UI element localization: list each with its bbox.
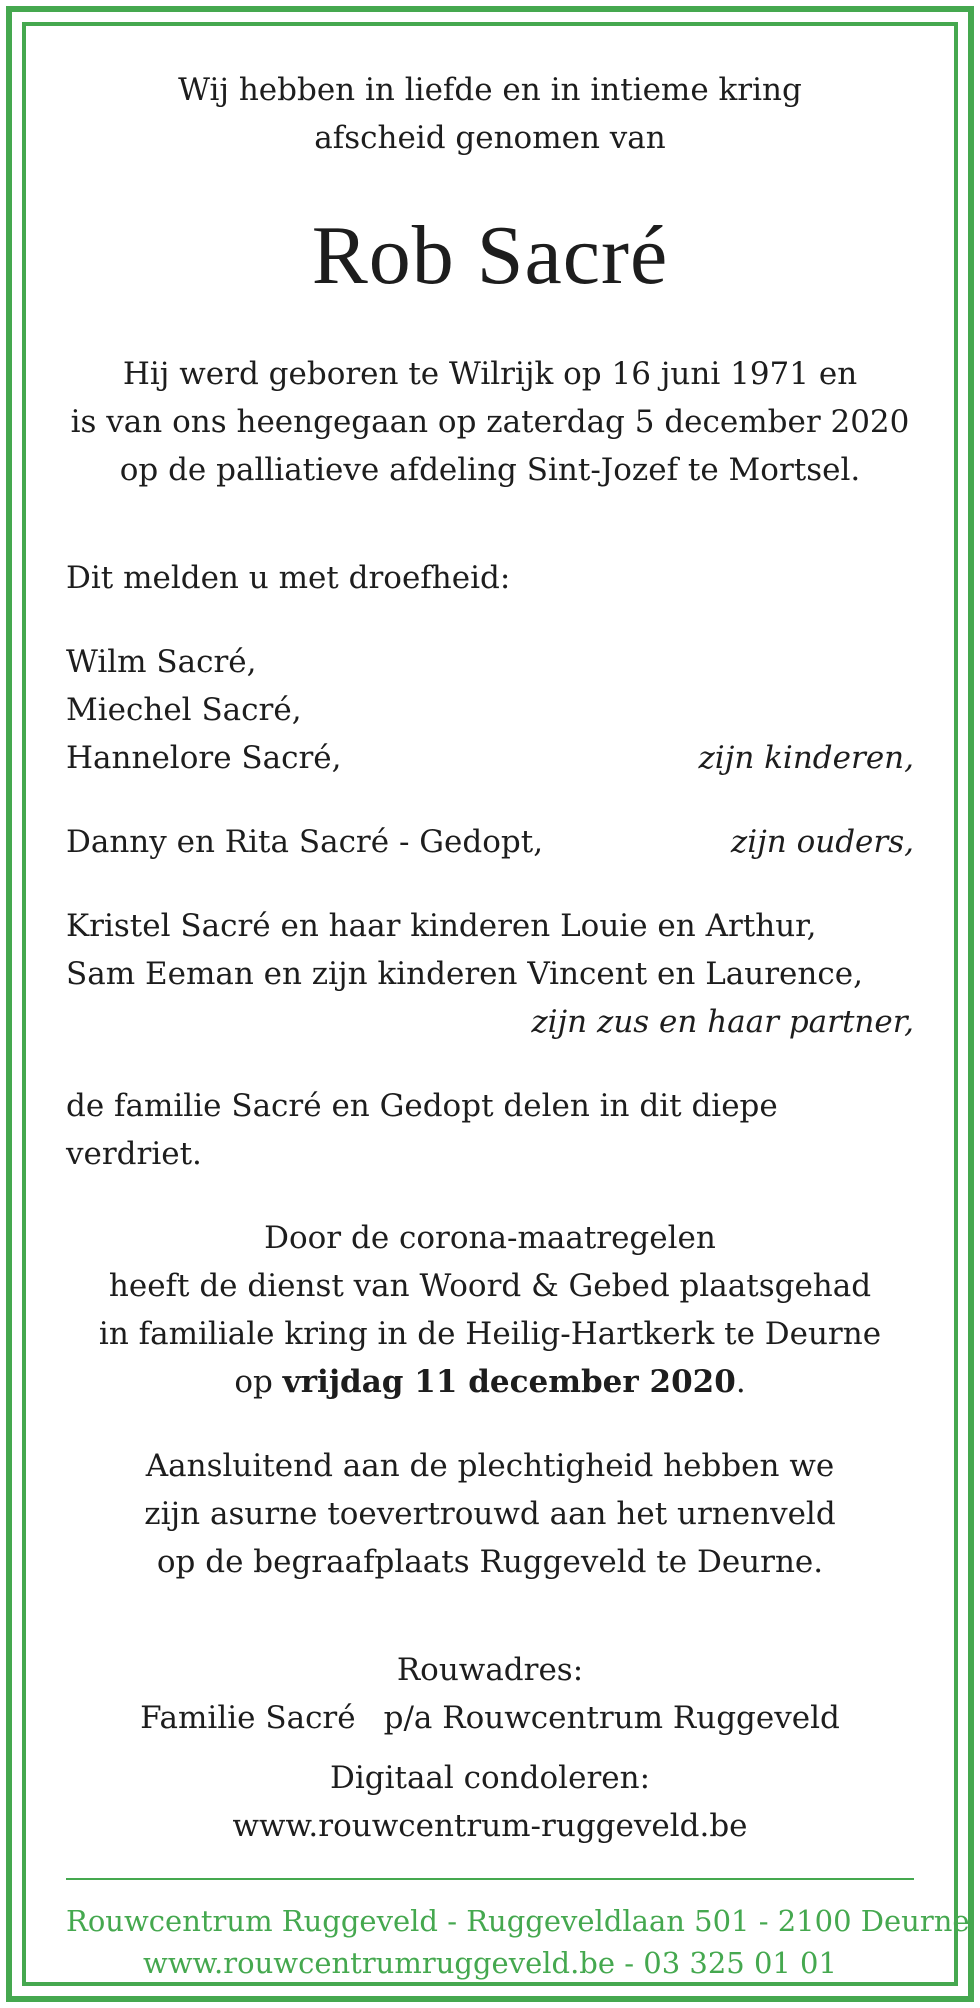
child-row	[66, 638, 914, 686]
child-row	[66, 686, 914, 734]
address-family: Familie Sacré	[140, 1700, 356, 1736]
footer-divider	[66, 1878, 914, 1880]
condolences-label: Digitaal condoleren:	[329, 1760, 651, 1796]
birth-line-3: op de palliatieve afdeling Sint-Jozef te Mortsel.	[119, 452, 861, 488]
sister-line-1: Kristel Sacré en haar kinderen Louie en Arthur,	[66, 908, 817, 944]
sister-line-2: Sam Eeman en zijn kinderen Vincent en Laurence,	[66, 956, 863, 992]
parents-role: zijn ouders,	[730, 824, 914, 860]
outer-border	[6, 6, 974, 2002]
obituary-content	[66, 66, 970, 1984]
header-line-1: Wij hebben in liefde en in intieme kring	[178, 72, 802, 108]
service-line-1: Door de corona-maatregelen	[264, 1220, 716, 1256]
urn-line-2: zijn asurne toevertrouwd aan het urnenveld	[144, 1496, 836, 1532]
header-line-2: afscheid genomen van	[314, 120, 666, 156]
address-line	[66, 1694, 914, 1742]
footer	[66, 1900, 970, 1984]
parents-row	[66, 818, 914, 866]
birth-line-2: is van ons heengegaan op zaterdag 5 december 2020	[70, 404, 910, 440]
header-text	[66, 66, 914, 162]
child-name: Hannelore Sacré,	[66, 740, 342, 776]
service-date: vrijdag 11 december 2020	[282, 1364, 736, 1400]
service-date-suffix: .	[735, 1364, 746, 1400]
parents-names: Danny en Rita Sacré - Gedopt,	[66, 824, 544, 860]
footer-contact[interactable]: www.rouwcentrumruggeveld.be - 03 325 01 01	[143, 1946, 837, 1980]
children-block	[66, 638, 914, 782]
urn-line-1: Aansluitend aan de plechtigheid hebben we	[145, 1448, 835, 1484]
address-block	[66, 1646, 914, 1742]
sister-role: zijn zus en haar partner,	[531, 1004, 914, 1040]
service-text	[66, 1214, 914, 1406]
service-line-4	[66, 1358, 914, 1406]
birth-line-1: Hij werd geboren te Wilrijk op 16 juni 1971 en	[122, 356, 858, 392]
children-role: zijn kinderen,	[698, 740, 914, 776]
address-location: p/a Rouwcentrum Ruggeveld	[383, 1700, 840, 1736]
birth-text	[66, 350, 914, 494]
family-text: de familie Sacré en Gedopt delen in dit diepe verdriet.	[66, 1088, 778, 1172]
service-line-2: heeft de dienst van Woord & Gebed plaatsgehad	[108, 1268, 872, 1304]
service-date-prefix: op	[234, 1364, 273, 1400]
child-name: Wilm Sacré,	[66, 644, 257, 680]
service-line-3: in familiale kring in de Heilig-Hartkerk te Deurne	[98, 1316, 882, 1352]
footer-address: Rouwcentrum Ruggeveld - Ruggeveldlaan 501 - 2100 Deurne	[66, 1904, 970, 1938]
condolences-block	[66, 1754, 914, 1850]
deceased-name: Rob Sacré	[311, 209, 669, 302]
child-row	[66, 734, 914, 782]
sister-block	[66, 902, 914, 1046]
child-name: Miechel Sacré,	[66, 692, 302, 728]
address-label: Rouwadres:	[396, 1652, 584, 1688]
urn-text	[66, 1442, 914, 1586]
condolences-link[interactable]: www.rouwcentrum-ruggeveld.be	[232, 1808, 748, 1844]
urn-line-3: op de begraafplaats Ruggeveld te Deurne.	[156, 1544, 824, 1580]
inner-border	[22, 22, 970, 1986]
intro-text: Dit melden u met droefheid:	[66, 560, 511, 596]
